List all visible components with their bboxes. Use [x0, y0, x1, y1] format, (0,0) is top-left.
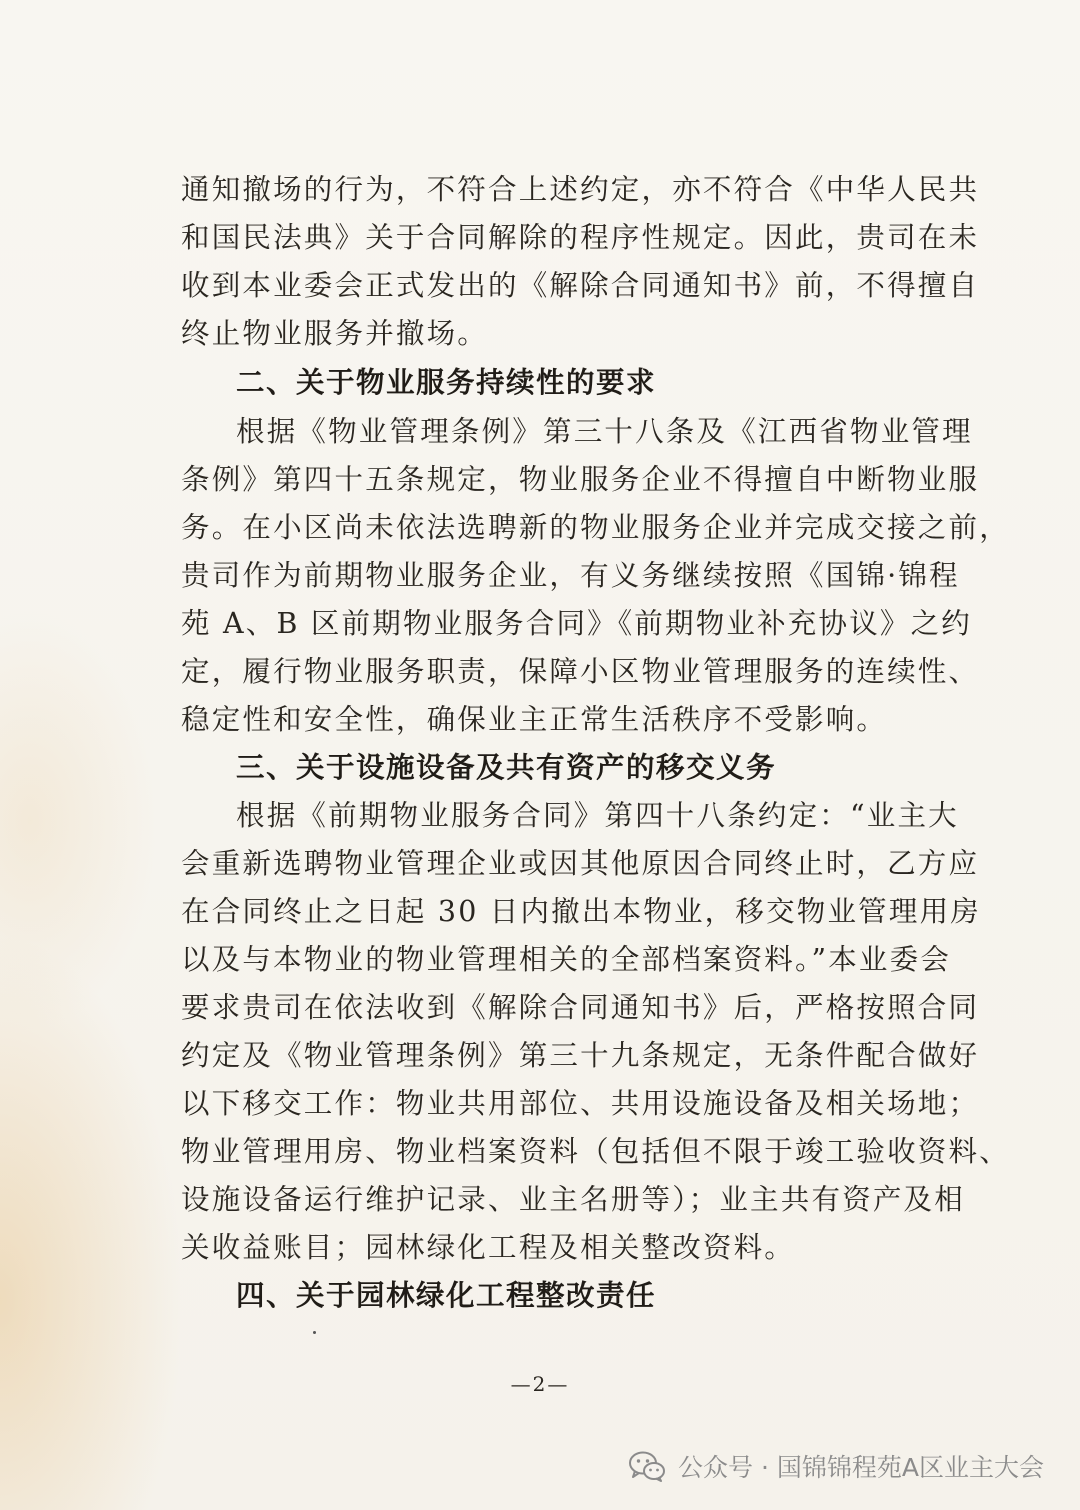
paragraph-line: 设施设备运行维护记录、业主名册等）；业主共有资产及相 — [181, 1183, 965, 1216]
paragraph-line: 关收益账目；园林绿化工程及相关整改资料。 — [181, 1231, 796, 1264]
paragraph-line: 物业管理用房、物业档案资料（包括但不限于竣工验收资料、 — [181, 1135, 1010, 1168]
paragraph-line: 根据《物业管理条例》第三十八条及《江西省物业管理 — [236, 415, 973, 448]
paragraph-line: 约定及《物业管理条例》第三十九条规定，无条件配合做好 — [181, 1039, 980, 1072]
paragraph-line: 会重新选聘物业管理企业或因其他原因合同终止时，乙方应 — [181, 847, 980, 880]
paragraph-line: 收到本业委会正式发出的《解除合同通知书》前，不得擅自 — [181, 269, 980, 302]
paragraph-line: 定，履行物业服务职责，保障小区物业管理服务的连续性、 — [181, 655, 980, 688]
wechat-watermark — [628, 1446, 1044, 1486]
paragraph-line: 和国民法典》关于合同解除的程序性规定。因此，贵司在未 — [181, 221, 980, 254]
speck-mark — [313, 1331, 316, 1334]
paragraph-line: 稳定性和安全性，确保业主正常生活秩序不受影响。 — [181, 703, 888, 736]
section-heading-4: 四、关于园林绿化工程整改责任 — [236, 1279, 657, 1312]
paragraph-line: 在合同终止之日起 30 日内撤出本物业，移交物业管理用房 — [181, 895, 981, 928]
paragraph-line: 以及与本物业的物业管理相关的全部档案资料。”本业委会 — [181, 943, 952, 976]
footer-label: 公众号 · 国锦锦程苑A区业主大会 — [678, 1453, 1044, 1482]
paragraph-line: 终止物业服务并撤场。 — [181, 317, 489, 350]
paragraph-line: 苑 A、B 区前期物业服务合同》《前期物业补充协议》之约 — [181, 607, 972, 640]
paragraph-line: 要求贵司在依法收到《解除合同通知书》后，严格按照合同 — [181, 991, 980, 1024]
page-number: —2— — [510, 1372, 570, 1396]
paragraph-line: 贵司作为前期物业服务企业，有义务继续按照《国锦·锦程 — [181, 559, 960, 592]
paragraph-line: 通知撤场的行为，不符合上述约定，亦不符合《中华人民共 — [181, 173, 980, 206]
paragraph-line: 以下移交工作：物业共用部位、共用设施设备及相关场地； — [181, 1087, 980, 1120]
paragraph-line: 务。在小区尚未依法选聘新的物业服务企业并完成交接之前， — [181, 511, 1010, 544]
paragraph-line: 根据《前期物业服务合同》第四十八条约定：“业主大 — [236, 799, 959, 832]
paragraph-line: 条例》第四十五条规定，物业服务企业不得擅自中断物业服 — [181, 463, 980, 496]
wechat-icon — [628, 1450, 666, 1482]
section-heading-2: 二、关于物业服务持续性的要求 — [236, 366, 657, 399]
section-heading-3: 三、关于设施设备及共有资产的移交义务 — [236, 751, 777, 784]
